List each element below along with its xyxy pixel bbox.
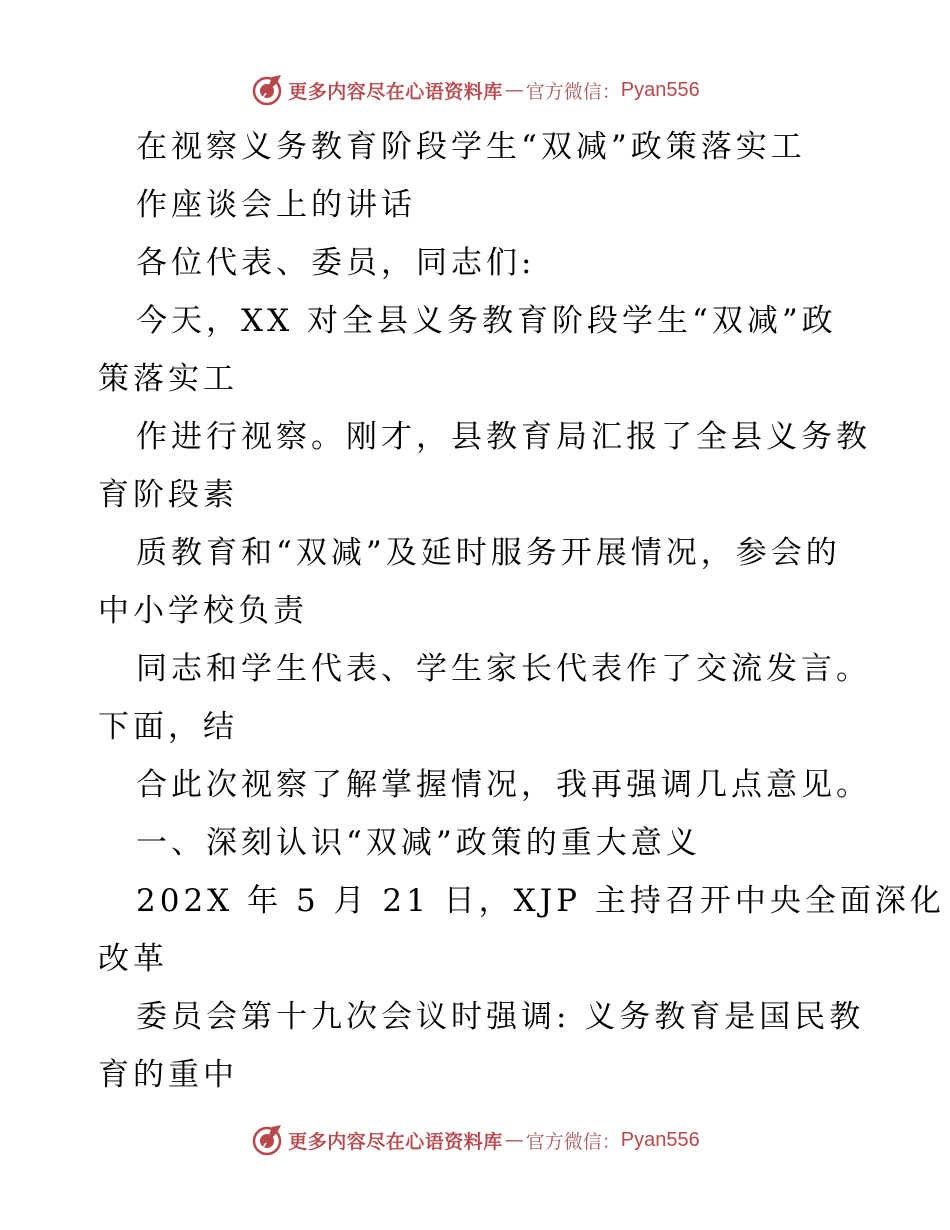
document-line: 202X 年 5 月 21 日，XJP 主持召开中央全面深化 bbox=[136, 883, 945, 919]
watermark-wechat-label: 官方微信： bbox=[525, 1130, 621, 1153]
quill-logo-icon bbox=[250, 73, 284, 107]
document-line: 合此次视察了解掌握情况，我再强调几点意见。 bbox=[136, 767, 871, 803]
quill-logo-icon bbox=[250, 1123, 284, 1157]
watermark-brand: 更多内容尽在心语资料库 bbox=[288, 80, 503, 103]
document-line: 今天，XX 对全县义务教育阶段学生“双减”政 bbox=[136, 303, 837, 339]
document-line: 策落实工 bbox=[98, 361, 238, 397]
document-line: 在视察义务教育阶段学生“双减”政策落实工 bbox=[136, 129, 806, 165]
document-line: 同志和学生代表、学生家长代表作了交流发言。 bbox=[136, 651, 871, 687]
document-line: 作进行视察。刚才，县教育局汇报了全县义务教 bbox=[136, 419, 871, 455]
document-line: 各位代表、委员，同志们: bbox=[136, 245, 536, 281]
document-line: 育阶段素 bbox=[98, 477, 238, 513]
document-line: 育的重中 bbox=[98, 1057, 238, 1093]
document-line: 一、深刻认识“双减”政策的重大意义 bbox=[136, 825, 701, 861]
watermark-brand: 更多内容尽在心语资料库 bbox=[288, 1130, 503, 1153]
document-line: 质教育和“双减”及延时服务开展情况，参会的 bbox=[136, 535, 841, 571]
watermark-banner-top bbox=[0, 70, 950, 110]
document-line: 作座谈会上的讲话 bbox=[136, 187, 416, 223]
document-line: 中小学校负责 bbox=[98, 593, 308, 629]
document-line: 下面，结 bbox=[98, 709, 238, 745]
watermark-separator: — bbox=[504, 1129, 524, 1151]
document-line: 改革 bbox=[98, 941, 168, 977]
document-line: 委员会第十九次会议时强调: 义务教育是国民教 bbox=[136, 999, 865, 1035]
watermark-banner-bottom bbox=[0, 1120, 950, 1160]
watermark-separator: — bbox=[504, 79, 524, 101]
watermark-account: Pyan556 bbox=[620, 78, 700, 101]
watermark-account: Pyan556 bbox=[620, 1128, 700, 1151]
document-body bbox=[98, 118, 945, 1104]
watermark-wechat-label: 官方微信： bbox=[525, 80, 621, 103]
